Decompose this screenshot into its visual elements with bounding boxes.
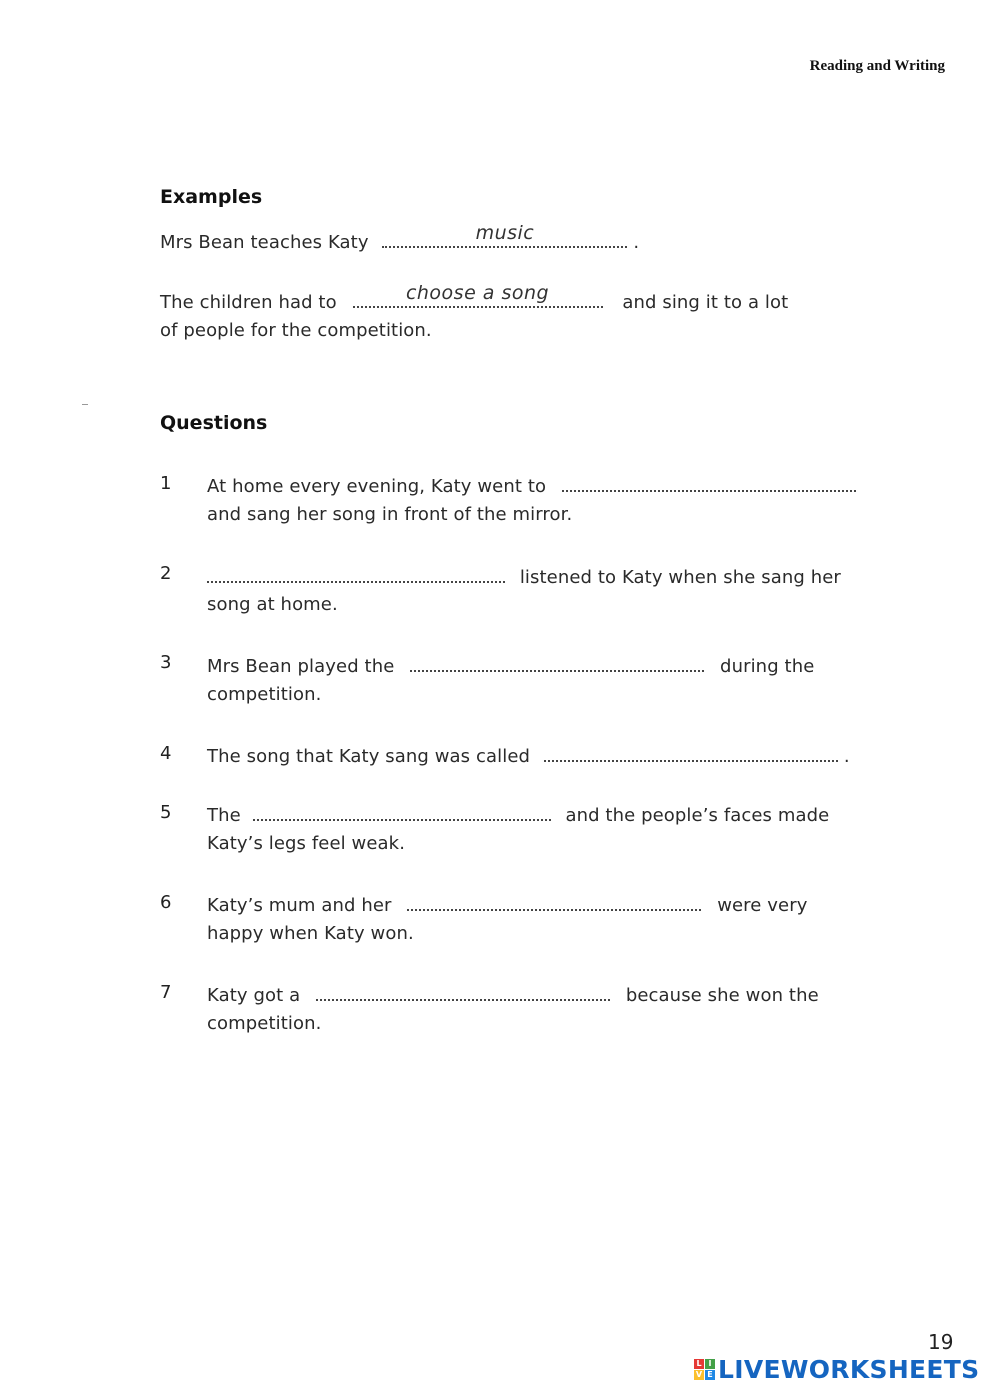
question-7-before: Katy got a xyxy=(207,985,301,1006)
question-3-line2: competition. xyxy=(207,684,322,705)
examples-title: Examples xyxy=(160,186,263,208)
question-6-line2: happy when Katy won. xyxy=(207,923,414,944)
question-4-before: The song that Katy sang was called xyxy=(207,746,531,767)
questions-title: Questions xyxy=(160,412,268,434)
question-3-number: 3 xyxy=(160,652,172,673)
example-1-answer-blank xyxy=(382,222,627,248)
example-1 xyxy=(160,222,640,253)
question-6 xyxy=(207,893,807,916)
question-4-input[interactable] xyxy=(544,737,838,758)
question-3-blank[interactable] xyxy=(410,654,704,672)
example-2-before: The children had to xyxy=(160,292,337,313)
question-4 xyxy=(207,744,850,767)
question-3 xyxy=(207,654,814,677)
question-5-line2: Katy’s legs feel weak. xyxy=(207,833,406,854)
page-header: Reading and Writing xyxy=(809,58,945,74)
example-2-line2: of people for the competition. xyxy=(160,320,432,341)
question-7 xyxy=(207,983,819,1006)
question-5-input[interactable] xyxy=(253,796,551,817)
logo-letter-e: E xyxy=(705,1370,715,1380)
question-3-after: during the xyxy=(720,656,815,677)
question-7-line2: competition. xyxy=(207,1013,322,1034)
example-2-answer: choose a song xyxy=(405,282,550,304)
question-2-input[interactable] xyxy=(207,558,505,579)
question-2-line2: song at home. xyxy=(207,594,338,615)
example-2-after: and sing it to a lot xyxy=(622,292,789,313)
question-7-blank[interactable] xyxy=(316,983,610,1001)
liveworksheets-logo xyxy=(694,1355,979,1384)
question-1-blank[interactable] xyxy=(562,474,856,492)
question-4-after: . xyxy=(843,746,850,767)
question-1-before: At home every evening, Katy went to xyxy=(207,476,547,497)
question-6-input[interactable] xyxy=(407,886,701,907)
question-5-after: and the people’s faces made xyxy=(565,805,830,826)
question-7-number: 7 xyxy=(160,982,172,1003)
question-2-number: 2 xyxy=(160,563,172,584)
example-2 xyxy=(160,282,789,313)
question-3-before: Mrs Bean played the xyxy=(207,656,395,677)
question-5 xyxy=(207,803,829,826)
question-7-input[interactable] xyxy=(316,976,610,997)
question-5-blank[interactable] xyxy=(253,803,551,821)
question-1-input[interactable] xyxy=(562,467,856,488)
liveworksheets-logo-icon xyxy=(694,1359,715,1380)
question-6-after: were very xyxy=(717,895,808,916)
question-6-number: 6 xyxy=(160,892,172,913)
question-6-before: Katy’s mum and her xyxy=(207,895,392,916)
question-4-number: 4 xyxy=(160,743,172,764)
question-2 xyxy=(207,565,841,588)
logo-letter-v: V xyxy=(695,1370,703,1379)
liveworksheets-logo-text: LIVEWORKSHEETS xyxy=(718,1355,980,1384)
margin-mark xyxy=(82,404,88,405)
page-number: 19 xyxy=(928,1330,954,1354)
question-7-after: because she won the xyxy=(625,985,819,1006)
logo-letter-l: L xyxy=(694,1359,704,1369)
question-2-blank[interactable] xyxy=(207,565,505,583)
question-2-after: listened to Katy when she sang her xyxy=(519,567,841,588)
example-2-answer-blank xyxy=(353,282,603,308)
question-4-blank[interactable] xyxy=(544,744,838,762)
question-1-number: 1 xyxy=(160,473,172,494)
example-1-answer: music xyxy=(475,222,535,244)
example-1-before: Mrs Bean teaches Katy xyxy=(160,232,369,253)
question-5-number: 5 xyxy=(160,802,172,823)
example-1-after: . xyxy=(633,232,640,253)
question-6-blank[interactable] xyxy=(407,893,701,911)
question-1 xyxy=(207,474,856,497)
logo-letter-i: I xyxy=(705,1359,715,1369)
question-5-before: The xyxy=(207,805,241,826)
question-3-input[interactable] xyxy=(410,647,704,668)
question-1-line2: and sang her song in front of the mirror. xyxy=(207,504,573,525)
